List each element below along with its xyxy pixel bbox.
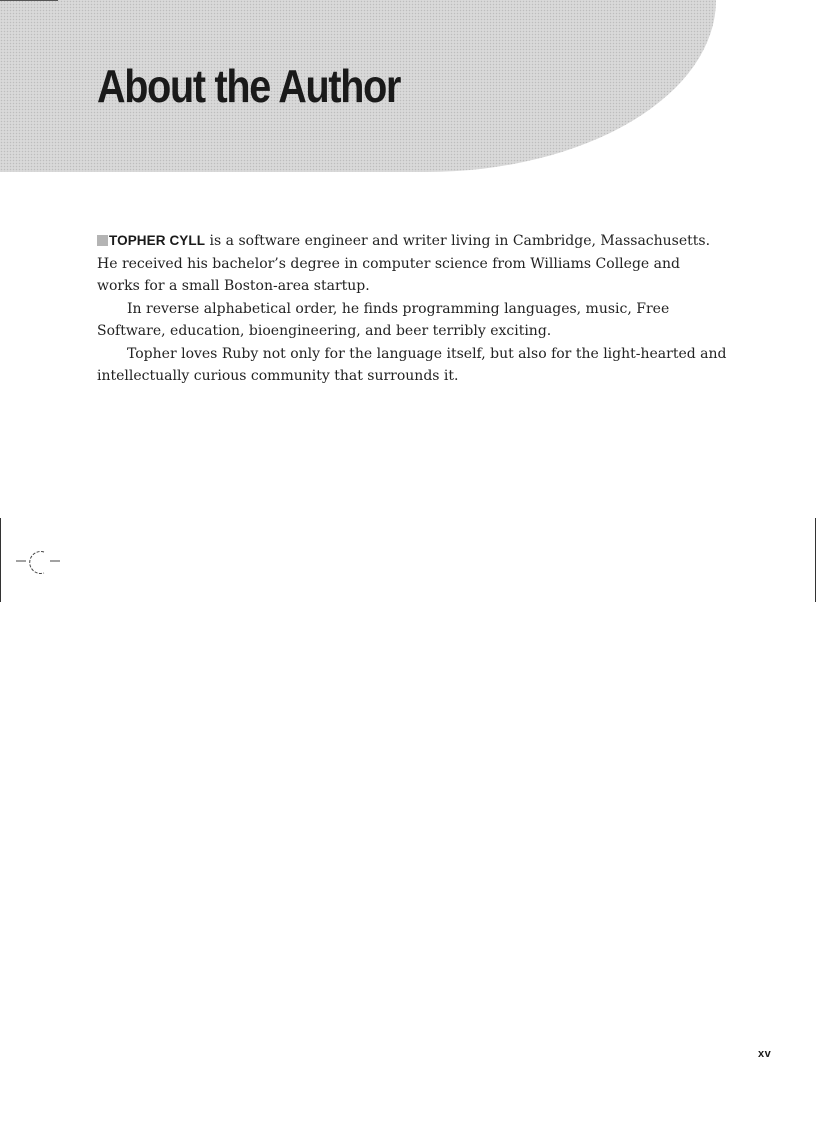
bio-paragraph-1	[97, 230, 727, 298]
bio-paragraph-3: Topher loves Ruby not only for the language itself, but also for the light-hearted and intellectually curious community that surrounds it.	[97, 345, 727, 384]
bio-paragraph-2: In reverse alphabetical order, he finds programming languages, music, Free Software, education, bioengineering, and beer terribly exciting.	[97, 300, 670, 339]
crop-mark-left	[0, 518, 1, 602]
registration-mark-icon	[16, 549, 62, 579]
author-bio	[97, 230, 727, 388]
page-number: xv	[758, 1048, 772, 1060]
lead-marker-icon	[97, 235, 108, 246]
page-title: About the Author	[97, 60, 401, 112]
top-rule	[0, 0, 58, 1]
author-name: TOPHER CYLL	[109, 233, 206, 248]
bio-paragraph-1-text: is a software engineer and writer living in Cambridge, Massachusetts. He received his bachelor’s degree in computer science from Williams College and works for a small Boston-area startup.	[97, 233, 711, 294]
